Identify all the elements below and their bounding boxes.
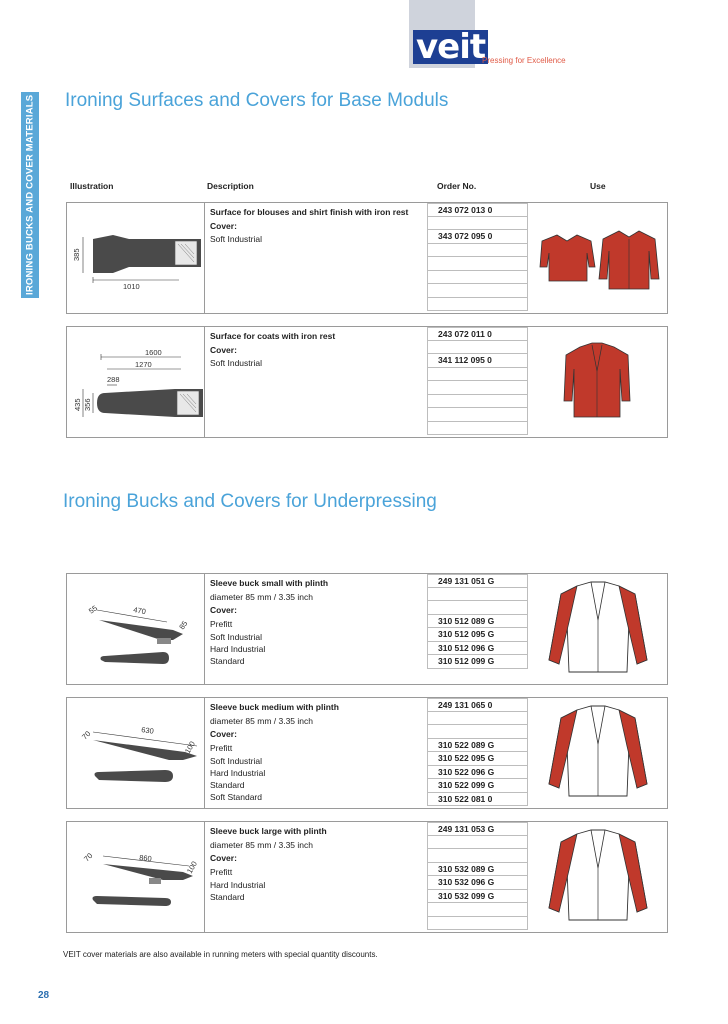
order-column xyxy=(427,203,528,313)
cover-label: Cover: xyxy=(210,344,237,355)
column-header-order: Order No. xyxy=(437,181,477,191)
order-number: 310 512 095 G xyxy=(427,628,528,642)
sleeve-buck-illustration xyxy=(73,712,203,798)
order-number: 310 512 096 G xyxy=(427,642,528,656)
cover-option: Hard Industrial xyxy=(210,768,266,778)
order-number: 310 532 099 G xyxy=(427,890,528,904)
order-number xyxy=(427,271,528,285)
product-row xyxy=(66,821,668,933)
product-title: Sleeve buck large with plinth xyxy=(210,826,327,836)
cover-option: Soft Standard xyxy=(210,792,262,802)
tagline: Pressing for Excellence xyxy=(482,56,566,65)
order-number: 343 072 095 0 xyxy=(427,230,528,244)
page-number: 28 xyxy=(38,990,50,1001)
dimension-label: 288 xyxy=(107,375,120,384)
order-number: 310 522 081 0 xyxy=(427,793,528,807)
product-row xyxy=(66,697,668,809)
cover-option: Soft Industrial xyxy=(210,756,262,766)
dimension-label: 100 xyxy=(184,859,199,875)
cover-option: Prefitt xyxy=(210,618,233,629)
dimension-label: 70 xyxy=(82,851,95,864)
dimension-label: 1270 xyxy=(135,360,152,369)
column-header-use: Use xyxy=(590,181,606,191)
dimension-label: 385 xyxy=(72,248,81,261)
order-number: 243 072 013 0 xyxy=(427,203,528,217)
cover-label: Cover: xyxy=(210,729,237,739)
product-title: Surface for coats with iron rest xyxy=(210,331,336,341)
ironing-surface-illustration xyxy=(71,345,203,431)
order-number xyxy=(427,244,528,258)
cover-option: Standard xyxy=(210,780,245,790)
diameter-text: diameter 85 mm / 3.35 inch xyxy=(210,839,313,850)
veit-logo: veit xyxy=(413,30,488,64)
dimension-label: 630 xyxy=(140,725,155,736)
product-title: Sleeve buck small with plinth xyxy=(210,578,329,588)
divider xyxy=(204,203,205,313)
cover-option: Hard Industrial xyxy=(210,644,266,654)
cover-label: Cover: xyxy=(210,220,237,231)
order-number: 341 112 095 0 xyxy=(427,354,528,368)
dimension-label: 1600 xyxy=(145,348,162,357)
diameter-text: diameter 85 mm / 3.35 inch xyxy=(210,591,313,602)
cover-option: Hard Industrial xyxy=(210,880,266,890)
product-description xyxy=(210,701,339,803)
divider xyxy=(204,698,205,808)
order-number xyxy=(427,408,528,422)
product-row xyxy=(66,573,668,685)
cover-option: Standard xyxy=(210,892,245,902)
order-number: 310 522 089 G xyxy=(427,739,528,753)
order-column xyxy=(427,574,528,684)
product-row xyxy=(66,202,668,314)
cover-label: Cover: xyxy=(210,605,237,615)
product-description xyxy=(210,577,328,667)
sleeve-buck-illustration xyxy=(79,844,203,914)
coat-icon xyxy=(562,341,632,421)
order-number: 310 532 096 G xyxy=(427,876,528,890)
order-number: 249 131 065 0 xyxy=(427,698,528,712)
jacket-sleeves-icon xyxy=(547,828,652,924)
order-number xyxy=(427,298,528,312)
order-number: 249 131 053 G xyxy=(427,822,528,836)
diameter-text: diameter 85 mm / 3.35 inch xyxy=(210,715,313,726)
order-number xyxy=(427,422,528,436)
order-number xyxy=(427,284,528,298)
order-number: 243 072 011 0 xyxy=(427,327,528,341)
sleeve-buck-illustration xyxy=(77,588,203,674)
cover-label: Cover: xyxy=(210,853,237,863)
product-row xyxy=(66,326,668,438)
order-number xyxy=(427,903,528,917)
order-number: 310 512 089 G xyxy=(427,615,528,629)
order-column xyxy=(427,698,528,808)
order-number xyxy=(427,368,528,382)
jacket-sleeves-icon xyxy=(547,580,652,676)
order-number: 310 532 089 G xyxy=(427,863,528,877)
divider xyxy=(204,574,205,684)
cover-option: Prefitt xyxy=(210,866,233,877)
order-number xyxy=(427,917,528,931)
order-number xyxy=(427,601,528,615)
order-number xyxy=(427,725,528,739)
order-number: 249 131 051 G xyxy=(427,574,528,588)
section-title: Ironing Bucks and Covers for Underpressing xyxy=(63,491,437,512)
order-number xyxy=(427,257,528,271)
order-number: 310 522 096 G xyxy=(427,766,528,780)
side-tab-label: IRONING BUCKS AND COVER MATERIALS xyxy=(24,94,36,296)
order-number: 310 522 099 G xyxy=(427,779,528,793)
order-number: 310 522 095 G xyxy=(427,752,528,766)
order-number xyxy=(427,588,528,602)
dimension-label: 356 xyxy=(83,398,92,411)
order-number xyxy=(427,395,528,409)
dimension-label: 100 xyxy=(182,739,197,755)
product-description xyxy=(210,206,408,247)
column-header-description: Description xyxy=(207,181,254,191)
blouse-shirt-icon xyxy=(537,227,662,293)
order-number xyxy=(427,712,528,726)
column-header-illustration: Illustration xyxy=(70,181,114,191)
order-column xyxy=(427,822,528,932)
divider xyxy=(204,822,205,932)
order-number xyxy=(427,381,528,395)
divider xyxy=(204,327,205,437)
order-number: 310 512 099 G xyxy=(427,655,528,669)
order-column xyxy=(427,327,528,437)
dimension-label: 435 xyxy=(73,398,82,411)
order-number xyxy=(427,217,528,231)
jacket-sleeves-icon xyxy=(547,704,652,800)
dimension-label: 55 xyxy=(86,603,99,616)
dimension-label: 70 xyxy=(80,729,93,742)
cover-option: Soft Industrial xyxy=(210,632,262,642)
footer-note: VEIT cover materials are also available in running meters with special quantity discounts. xyxy=(63,950,378,959)
product-description xyxy=(210,330,335,371)
order-number xyxy=(427,836,528,850)
cover-option: Soft Industrial xyxy=(210,234,262,244)
cover-option: Standard xyxy=(210,656,245,666)
section-title: Ironing Surfaces and Covers for Base Moduls xyxy=(65,90,449,111)
dimension-label: 1010 xyxy=(123,282,140,291)
cover-option: Prefitt xyxy=(210,742,233,753)
product-title: Sleeve buck medium with plinth xyxy=(210,702,339,712)
dimension-label: 85 xyxy=(177,619,190,632)
product-title: Surface for blouses and shirt finish with iron rest xyxy=(210,207,409,217)
order-number xyxy=(427,341,528,355)
dimension-label: 860 xyxy=(138,853,153,864)
dimension-label: 470 xyxy=(132,605,147,617)
cover-option: Soft Industrial xyxy=(210,358,262,368)
product-description xyxy=(210,825,327,903)
order-number xyxy=(427,849,528,863)
ironing-surface-illustration xyxy=(71,221,203,291)
